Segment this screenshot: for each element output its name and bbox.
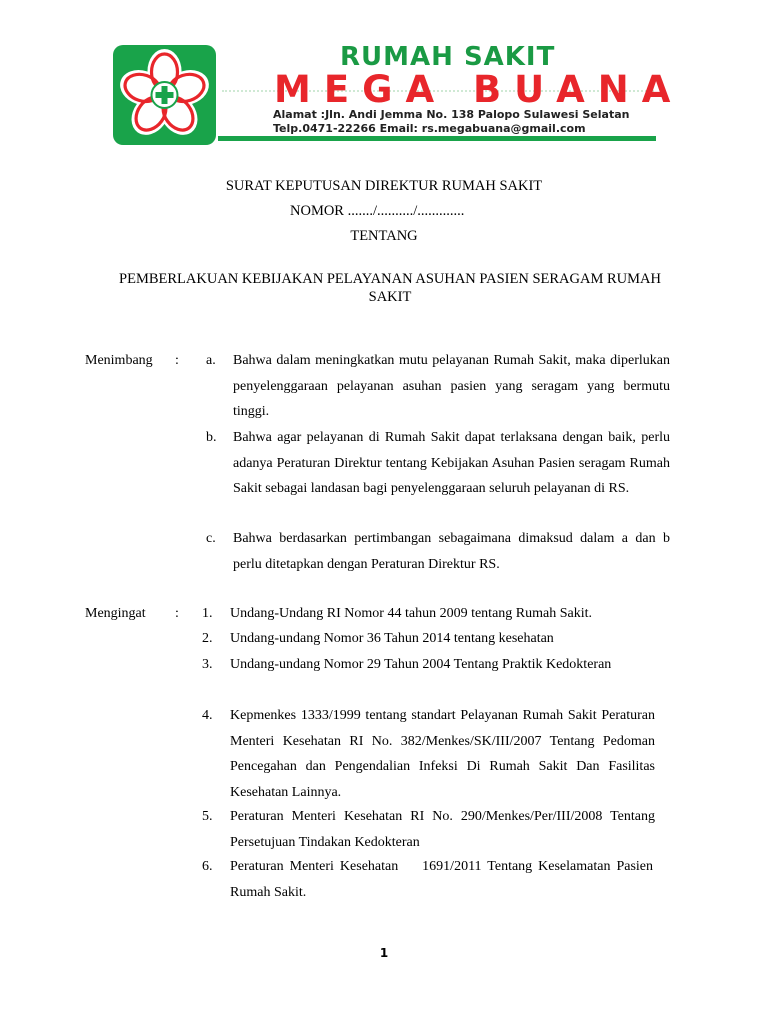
flower-cross-logo-icon: [113, 45, 216, 145]
menimbang-colon: :: [175, 353, 179, 368]
page-number: 1: [379, 946, 389, 960]
mengingat-item-1: Undang-Undang RI Nomor 44 tahun 2009 tentang Rumah Sakit.: [230, 606, 593, 621]
mengingat-marker-6: 6.: [202, 859, 213, 874]
hospital-contact: Telp.0471-22266 Email: rs.megabuana@gmail.com: [273, 122, 586, 135]
menimbang-item-c: Bahwa berdasarkan pertimbangan sebagaimana dimaksud dalam a dan b perlu ditetapkan dengan Peraturan Direktur RS.: [233, 531, 670, 572]
menimbang-item-a: Bahwa dalam meningkatkan mutu pelayanan Rumah Sakit, maka diperlukan penyelenggaraan pelayanan asuhan pasien yang seragam yang bermutu tinggi.: [233, 353, 670, 419]
hospital-name-top: RUMAH SAKIT: [340, 42, 556, 72]
mengingat-item-5: Peraturan Menteri Kesehatan RI No. 290/Menkes/Per/III/2008 Tentang Persetujuan Tindakan Kedokteran: [230, 809, 655, 850]
mengingat-marker-4: 4.: [202, 708, 213, 723]
mengingat-item-3: Undang-undang Nomor 29 Tahun 2004 Tentang Praktik Kedokteran: [230, 657, 612, 672]
mengingat-marker-2: 2.: [202, 631, 213, 646]
mengingat-item-2: Undang-undang Nomor 36 Tahun 2014 tentang kesehatan: [230, 631, 554, 646]
menimbang-marker-b: b.: [206, 430, 217, 445]
mengingat-marker-3: 3.: [202, 657, 213, 672]
menimbang-marker-c: c.: [206, 531, 216, 546]
mengingat-colon: :: [175, 606, 179, 621]
hospital-address-block: [273, 108, 653, 136]
hospital-name-main: MEGA BUANA: [274, 68, 684, 111]
mengingat-item-6: Peraturan Menteri Kesehatan 1691/2011 Tentang Keselamatan Pasien Rumah Sakit.: [230, 859, 657, 900]
menimbang-label: Menimbang: [85, 353, 153, 368]
mengingat-label: Mengingat: [85, 606, 146, 621]
hospital-logo: [113, 45, 216, 145]
decree-number: NOMOR ......./........../.............: [290, 203, 465, 219]
menimbang-marker-a: a.: [206, 353, 216, 368]
decree-tentang: TENTANG: [350, 228, 418, 244]
mengingat-marker-5: 5.: [202, 809, 213, 824]
menimbang-item-b: Bahwa agar pelayanan di Rumah Sakit dapat terlaksana dengan baik, perlu adanya Peraturan Direktur tentang Kebijakan Asuhan Pasien seragam Rumah Sakit sebagai landasan bagi penyelenggaraan seluruh pelayanan di RS.: [233, 430, 670, 496]
mengingat-item-4: Kepmenkes 1333/1999 tentang standart Pelayanan Rumah Sakit Peraturan Menteri Kesehatan RI No. 382/Menkes/SK/III/2007 Tentang Pedoman Pencegahan dan Pengendalian Infeksi Di Rumah Sakit Dan Fasilitas Kesehatan Lainnya.: [230, 708, 655, 800]
mengingat-marker-1: 1.: [202, 606, 213, 621]
hospital-address: Alamat :Jln. Andi Jemma No. 138 Palopo Sulawesi Selatan: [273, 108, 630, 121]
decree-subject: PEMBERLAKUAN KEBIJAKAN PELAYANAN ASUHAN PASIEN SERAGAM RUMAH SAKIT: [119, 271, 661, 305]
letterhead-divider: [218, 136, 656, 141]
decree-title: SURAT KEPUTUSAN DIREKTUR RUMAH SAKIT: [225, 178, 543, 194]
